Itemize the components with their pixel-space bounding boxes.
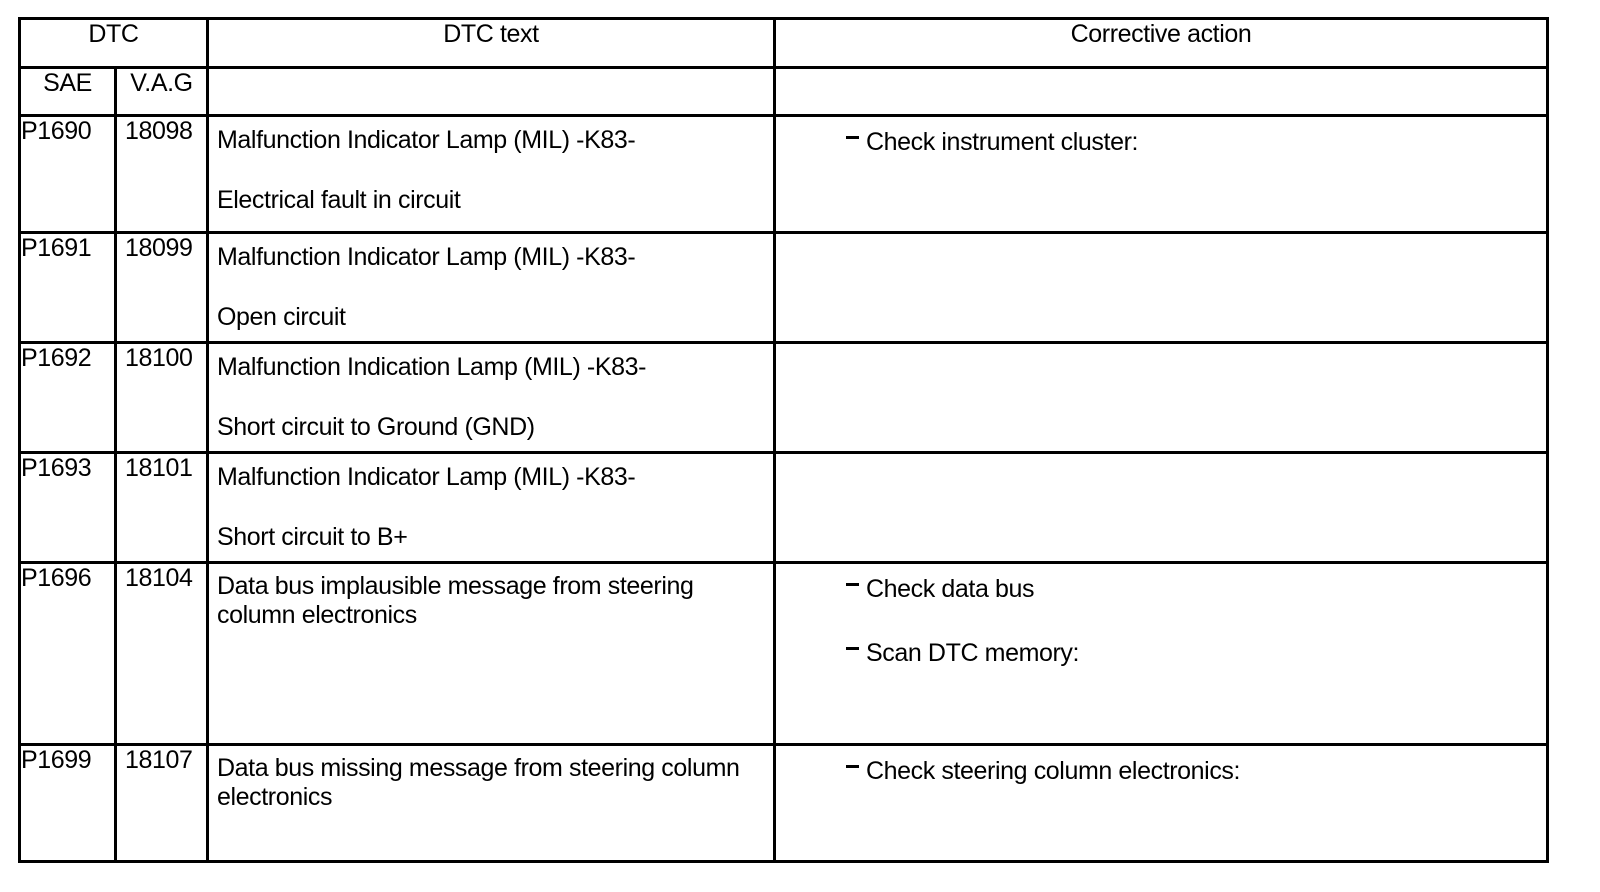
corrective-action-cell [775,233,1548,343]
action-item [846,126,1546,158]
dtc-text-line2: Short circuit to Ground (GND) [217,413,535,441]
corrective-action-cell [775,116,1548,233]
dtc-text-cell [208,343,775,453]
dtc-text-line1: Malfunction Indicator Lamp (MIL) -K83- [217,243,636,271]
sae-code: P1693 [20,453,116,563]
dtc-table [18,17,1549,863]
vag-code: 18107 [116,745,208,862]
sae-code: P1696 [20,563,116,745]
dtc-text-cell [208,745,775,862]
action-text: Check data bus [866,575,1035,603]
header-dtc: DTC [20,19,208,68]
corrective-action-cell [775,563,1548,745]
dtc-text: Data bus implausible message from steering column electronics [217,572,694,629]
dtc-text-cell [208,233,775,343]
subheader-blank-text [208,68,775,116]
dash-bullet [846,765,859,768]
dtc-text-cell [208,116,775,233]
dtc-text-cell [208,453,775,563]
subheader-vag: V.A.G [116,68,208,116]
dtc-text-line1: Malfunction Indicator Lamp (MIL) -K83- [217,126,636,154]
sae-code: P1692 [20,343,116,453]
dash-bullet [846,647,859,650]
dtc-text-line2: Electrical fault in circuit [217,186,461,214]
table-row [20,233,1548,343]
subheader-sae: SAE [20,68,116,116]
vag-code: 18101 [116,453,208,563]
vag-code: 18104 [116,563,208,745]
dtc-text-line1: Malfunction Indicator Lamp (MIL) -K83- [217,463,636,491]
action-text: Check instrument cluster: [866,128,1139,156]
dtc-text-line2: Short circuit to B+ [217,523,408,551]
corrective-action-cell [775,453,1548,563]
table-row [20,343,1548,453]
table-row [20,453,1548,563]
subheader-row [20,68,1548,116]
header-row [20,19,1548,68]
vag-code: 18100 [116,343,208,453]
action-text: Check steering column electronics: [866,757,1241,785]
table-row [20,563,1548,745]
table-row [20,745,1548,862]
sae-code: P1691 [20,233,116,343]
corrective-action-cell [775,745,1548,862]
action-item [846,755,1546,787]
subheader-blank-action [775,68,1548,116]
dtc-text-cell [208,563,775,745]
corrective-action-cell [775,343,1548,453]
table-row [20,116,1548,233]
action-item [846,573,1546,605]
vag-code: 18098 [116,116,208,233]
header-corrective-action: Corrective action [775,19,1548,68]
header-dtc-text: DTC text [208,19,775,68]
action-item [846,637,1546,669]
sae-code: P1690 [20,116,116,233]
dash-bullet [846,136,859,139]
action-text: Scan DTC memory: [866,639,1080,667]
sae-code: P1699 [20,745,116,862]
vag-code: 18099 [116,233,208,343]
dtc-text-line1: Malfunction Indication Lamp (MIL) -K83- [217,353,647,381]
dtc-text: Data bus missing message from steering column electronics [217,754,740,811]
dash-bullet [846,583,859,586]
dtc-text-line2: Open circuit [217,303,346,331]
